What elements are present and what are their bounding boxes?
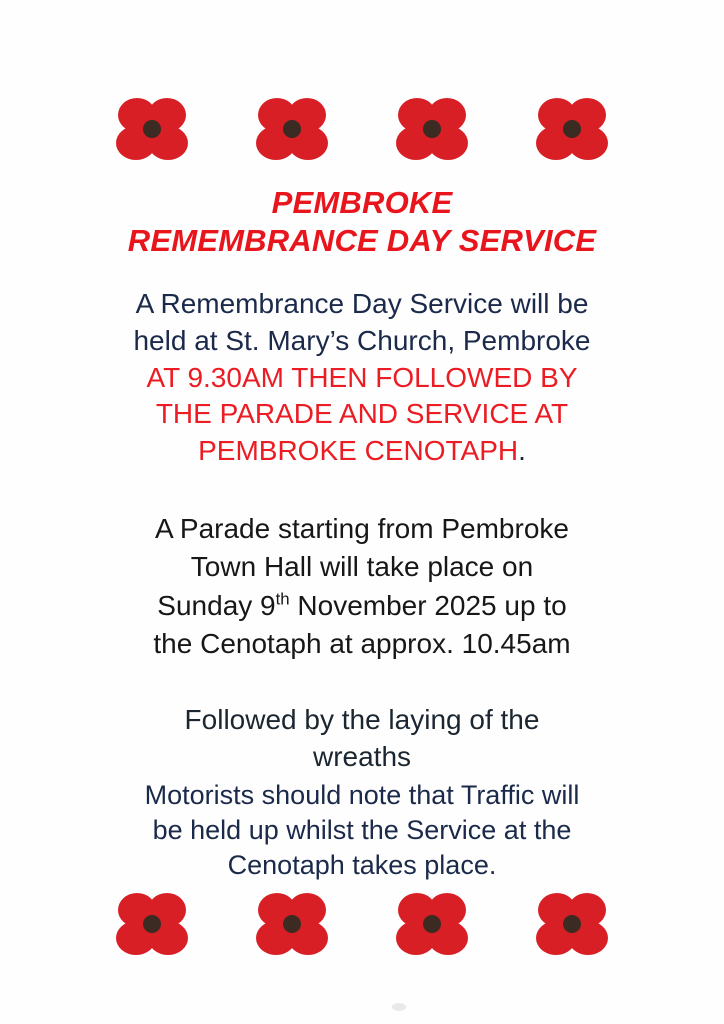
parade-date-ordinal: th: [275, 589, 290, 609]
motorists-line-1: Motorists should note that Traffic will: [144, 779, 580, 810]
service-line-5: [40, 433, 684, 470]
poster-content: [0, 184, 724, 883]
poppy-icon: [536, 98, 608, 160]
poppy-center: [143, 915, 161, 933]
service-line-3: AT 9.30AM THEN FOLLOWED BY: [146, 361, 578, 393]
parade-line-3-b: November 2025 up to: [289, 589, 567, 621]
poppy-icon: [536, 893, 608, 955]
poppy-center: [283, 915, 301, 933]
wreaths-line-2: wreaths: [312, 741, 412, 773]
poppy-icon: [256, 98, 328, 160]
title-line-2: REMEMBRANCE DAY SERVICE: [127, 222, 597, 258]
poppy-center: [423, 120, 441, 138]
poppy-icon: [256, 893, 328, 955]
motorists-line-3: Cenotaph takes place.: [227, 849, 497, 880]
poppy-center: [563, 120, 581, 138]
scan-artifact: [392, 1003, 406, 1011]
poppy-center: [423, 915, 441, 933]
motorists-line-2: be held up whilst the Service at the: [152, 814, 572, 845]
motorists-paragraph: [40, 778, 684, 883]
service-line-5-text: PEMBROKE CENOTAPH: [198, 435, 519, 467]
parade-line-3-a: Sunday 9: [157, 589, 276, 621]
parade-line-4: the Cenotaph at approx. 10.45am: [153, 627, 571, 659]
wreaths-line-1: Followed by the laying of the: [184, 703, 540, 735]
poppy-icon: [116, 98, 188, 160]
poppy-icon: [396, 98, 468, 160]
parade-line-1: A Parade starting from Pembroke: [155, 513, 569, 545]
poppy-icon: [116, 893, 188, 955]
title-line-1: PEMBROKE: [271, 185, 453, 220]
service-line-4: THE PARADE AND SERVICE AT: [155, 398, 569, 430]
poster-title: [40, 184, 684, 260]
poppy-icon: [396, 893, 468, 955]
wreaths-paragraph: [40, 701, 684, 776]
parade-line-2: Town Hall will take place on: [190, 551, 534, 583]
parade-paragraph: [40, 510, 684, 662]
poppy-row-top: [0, 0, 724, 160]
poppy-center: [143, 120, 161, 138]
poppy-center: [563, 915, 581, 933]
service-paragraph: [40, 286, 684, 471]
poppy-row-bottom: [0, 883, 724, 955]
service-line-5-period: .: [518, 435, 526, 467]
parade-line-3: [40, 587, 684, 625]
service-line-1: A Remembrance Day Service will be: [135, 287, 589, 319]
service-line-2: held at St. Mary’s Church, Pembroke: [133, 324, 591, 356]
poppy-center: [283, 120, 301, 138]
